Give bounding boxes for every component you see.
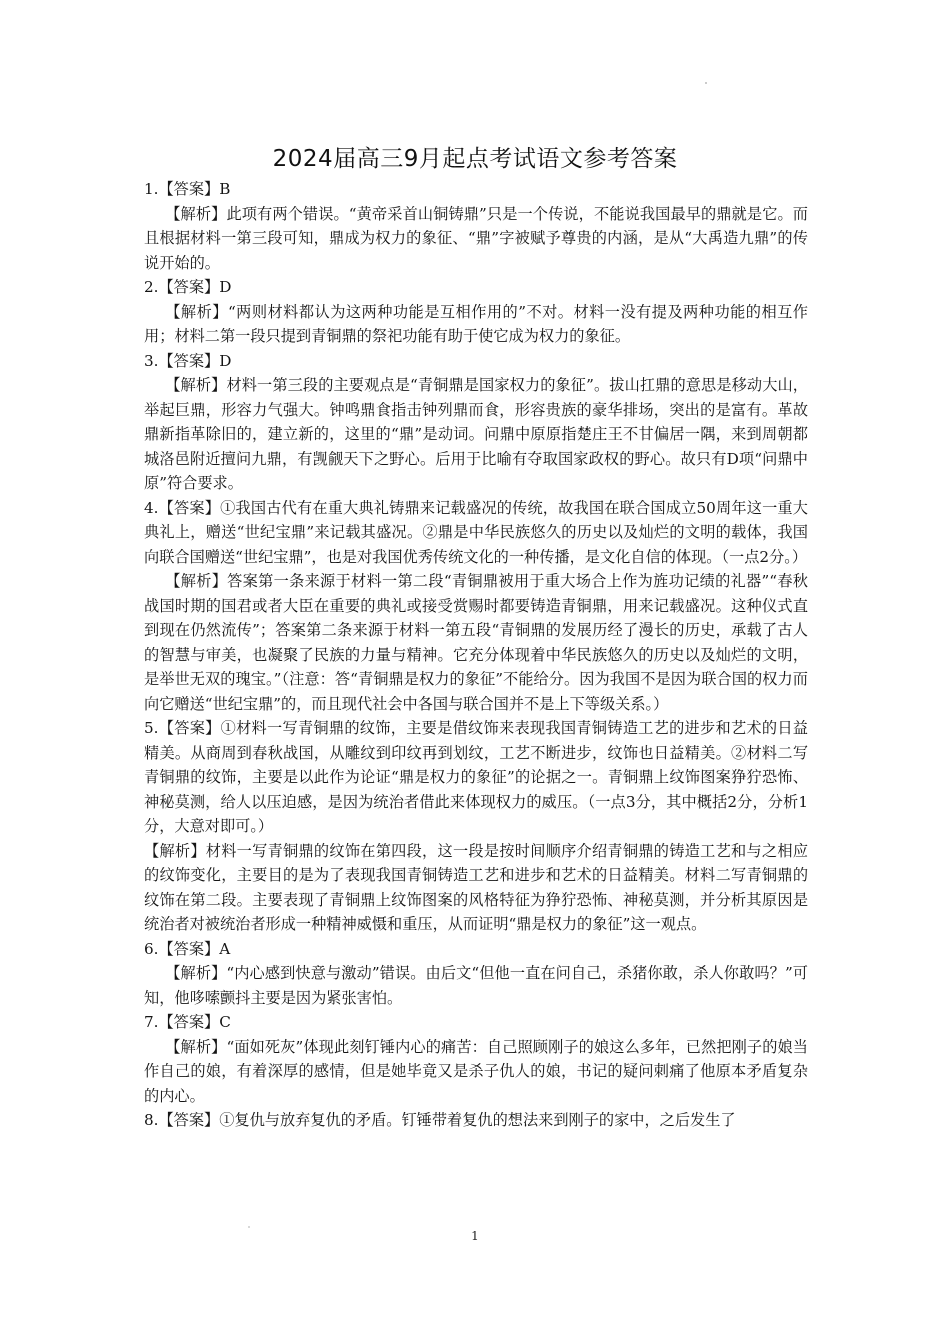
explanation-5: 【解析】材料一写青铜鼎的纹饰在第四段，这一段是按时间顺序介绍青铜鼎的铸造工艺和与之相应的纹饰变化，主要目的是为了表现我国青铜铸造工艺和进步和艺术的日益精美。材料二写青铜鼎的纹饰在第二段。主要表现了青铜鼎上纹饰图案的风格特征为狰狞恐怖、神秘莫测，并分析其原因是统治者对被统治者形成一种精神威慑和重压，从而证明“鼎是权力的象征”这一观点。 — [144, 841, 808, 933]
explanation-7: 【解析】“面如死灰”体现此刻钉锤内心的痛苦：自己照顾刚子的娘这么多年，已然把刚子的娘当作自己的娘，有着深厚的感情，但是她毕竟又是杀子仇人的娘，书记的疑问刺痛了他原本矛盾复杂的内心。 — [144, 1037, 808, 1105]
page-number: 1 — [471, 1229, 479, 1243]
explanation-6: 【解析】“内心感到快意与激动”错误。由后文“但他一直在问自己，杀猪你敢，杀人你敢吗？”可知，他哆嗦颤抖主要是因为紧张害怕。 — [144, 964, 808, 1007]
answer-1: 1.【答案】B — [144, 180, 231, 198]
scan-speck — [705, 82, 707, 84]
answer-3: 3.【答案】D — [144, 351, 232, 370]
explanation-2: 【解析】“两则材料都认为这两种功能是互相作用的”不对。材料一没有提及两种功能的相互作用；材料二第一段只提到青铜鼎的祭祀功能有助于使它成为权力的象征。 — [144, 302, 808, 345]
explanation-4: 【解析】答案第一条来源于材料一第二段“青铜鼎被用于重大场合上作为旌功记绩的礼器”“春秋战国时期的国君或者大臣在重要的典礼或接受赏赐时都要铸造青铜鼎，用来记载盛况。这种仪式直到现在仍然流传”；答案第二条来源于材料一第五段“青铜鼎的发展历经了漫长的历史，承载了古人的智慧与审美，也凝聚了民族的力量与精神。它充分体现着中华民族悠久的历史以及灿烂的文明，是举世无双的瑰宝。”（注意：答“青铜鼎是权力的象征”不能给分。因为我国不是因为联合国的权力而向它赠送“世纪宝鼎”的，而且现代社会中各国与联合国并不是上下等级关系。） — [144, 572, 808, 713]
answer-8: 8.【答案】①复仇与放弃复仇的矛盾。钉锤带着复仇的想法来到刚子的家中，之后发生了 — [144, 1111, 736, 1129]
answer-5: 5.【答案】①材料一写青铜鼎的纹饰，主要是借纹饰来表现我国青铜铸造工艺的进步和艺术的日益精美。从商周到春秋战国，从雕纹到印纹再到划纹，工艺不断进步，纹饰也日益精美。②材料二写青铜鼎的纹饰，主要是以此作为论证“鼎是权力的象征”的论据之一。青铜鼎上纹饰图案狰狞恐怖、神秘莫测，给人以压迫感，是因为统治者借此来体现权力的威压。（一点3分，其中概括2分，分析1分，大意对即可。） — [144, 719, 808, 835]
answer-6: 6.【答案】A — [144, 939, 231, 958]
answer-7: 7.【答案】C — [144, 1013, 231, 1031]
explanation-1: 【解析】此项有两个错误。“黄帝采首山铜铸鼎”只是一个传说，不能说我国最早的鼎就是它。而且根据材料一第三段可知，鼎成为权力的象征、“鼎”字被赋予尊贵的内涵，是从“大禹造九鼎”的传说开始的。 — [144, 204, 808, 272]
answer-body — [144, 177, 808, 1133]
scan-speck — [248, 1226, 250, 1228]
explanation-3: 【解析】材料一第三段的主要观点是“青铜鼎是国家权力的象征”。拔山扛鼎的意思是移动大山，举起巨鼎，形容力气强大。钟鸣鼎食指击钟列鼎而食，形容贵族的豪华排场，突出的是富有。革故鼎新指革除旧的，建立新的，这里的“鼎”是动词。问鼎中原原指楚庄王不甘偏居一隅，来到周朝都城洛邑附近擅问九鼎，有觊觎天下之野心。后用于比喻有夺取国家政权的野心。故只有D项“问鼎中原”符合要求。 — [144, 376, 808, 492]
answer-4: 4.【答案】①我国古代有在重大典礼铸鼎来记载盛况的传统，故我国在联合国成立50周年这一重大典礼上，赠送“世纪宝鼎”来记载其盛况。②鼎是中华民族悠久的历史以及灿烂的文明的载体，我国向联合国赠送“世纪宝鼎”，也是对我国优秀传统文化的一种传播，是文化自信的体现。（一点2分。） — [144, 498, 808, 566]
document-title: 2024届高三9月起点考试语文参考答案 — [272, 146, 678, 172]
answer-2: 2.【答案】D — [144, 278, 232, 296]
